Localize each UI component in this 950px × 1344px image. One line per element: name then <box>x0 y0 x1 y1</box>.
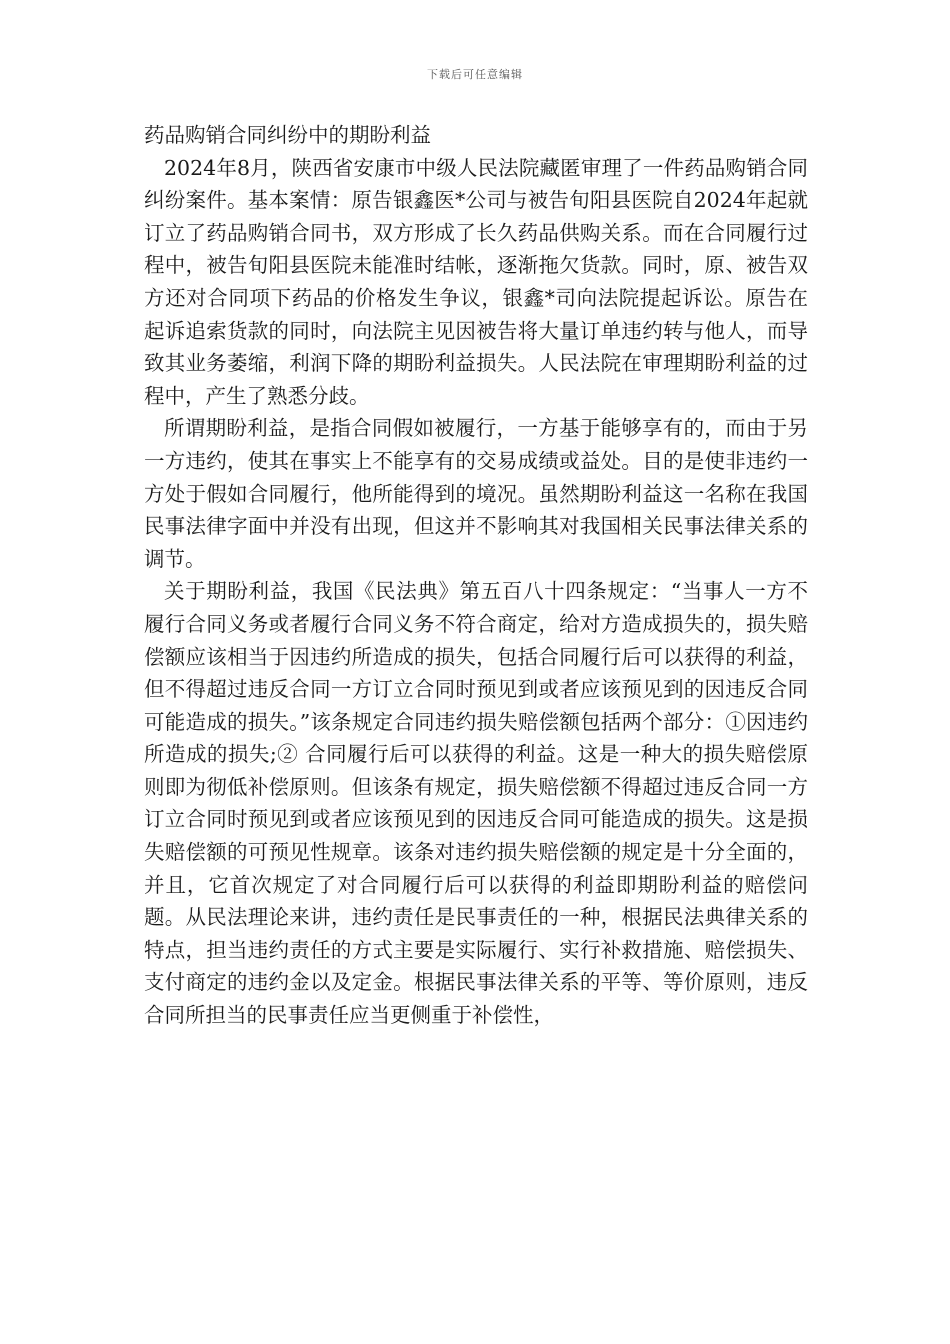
page-header: 下载后可任意编辑 <box>427 68 523 81</box>
paragraph-case-background: 2024年8月，陕西省安康市中级人民法院藏匿审理了一件药品购销合同纠纷案件。基本案情：原告银鑫医*公司与被告旬阳县医院自2024年起就订立了药品购销合同书，双方形成了长久药品供购关系。而在合同履行过程中，被告旬阳县医院未能准时结帐，逐渐拖欠货款。同时，原、被告双方还对合同项下药品的价格发生争议，银鑫*司向法院提起诉讼。原告在起诉追索货款的同时，向法院主见因被告将大量订单违约转与他人，而导致其业务萎缩，利润下降的期盼利益损失。人民法院在审理期盼利益的过程中，产生了熟悉分歧。 <box>144 155 808 408</box>
document-body <box>144 119 808 1032</box>
document-title: 药品购销合同纠纷中的期盼利益 <box>144 123 431 147</box>
paragraph-definition: 所谓期盼利益，是指合同假如被履行，一方基于能够享有的，而由于另一方违约，使其在事实上不能享有的交易成绩或益处。目的是使非违约一方处于假如合同履行，他所能得到的境况。虽然期盼利益这一名称在我国民事法律字面中并没有出现，但这并不影响其对我国相关民事法律关系的调节。 <box>144 416 808 571</box>
paragraph-legal-provision: 关于期盼利益，我国《民法典》第五百八十四条规定：“当事人一方不履行合同义务或者履行合同义务不符合商定，给对方造成损失的，损失赔偿额应该相当于因违约所造成的损失，包括合同履行后可以获得的利益，但不得超过违反合同一方订立合同时预见到或者应该预见到的因违反合同可能造成的损失。”该条规定合同违约损失赔偿额包括两个部分：①因违约所造成的损失;② 合同履行后可以获得的利益。这是一种大的损失赔偿原则即为彻低补偿原则。但该条有规定，损失赔偿额不得超过违反合同一方订立合同时预见到或者应该预见到的因违反合同可能造成的损失。这是损失赔偿额的可预见性规章。该条对违约损失赔偿额的规定是十分全面的，并且，它首次规定了对合同履行后可以获得的利益即期盼利益的赔偿问题。从民法理论来讲，违约责任是民事责任的一种，根据民法典律关系的特点，担当违约责任的方式主要是实际履行、实行补救措施、赔偿损失、支付商定的违约金以及定金。根据民事法律关系的平等、等价原则，违反合同所担当的民事责任应当更侧重于补偿性， <box>144 579 808 1028</box>
